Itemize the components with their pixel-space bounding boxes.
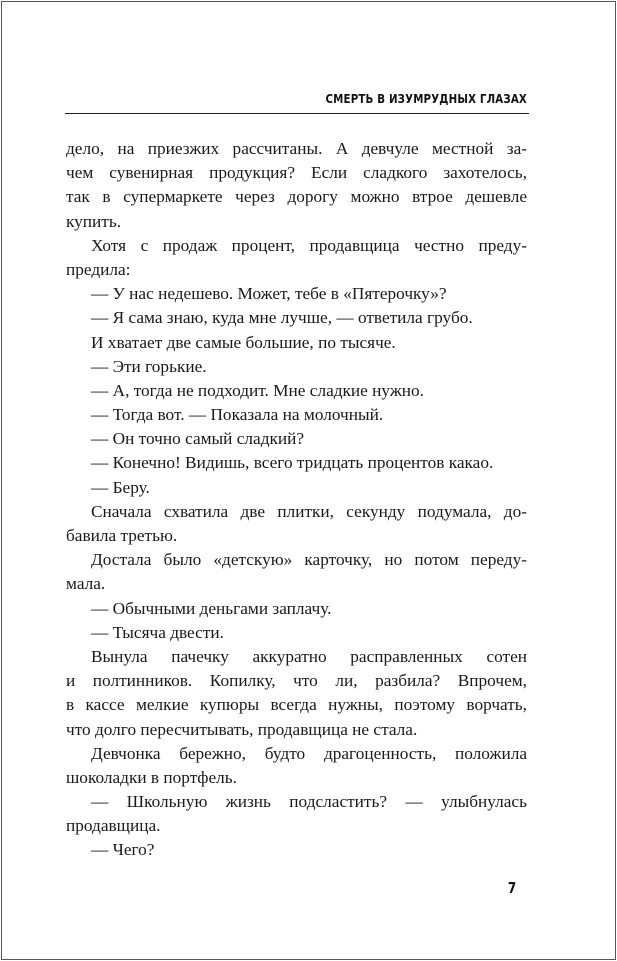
text-line: — А, тогда не подходит. Мне сладкие нужно. (91, 380, 424, 400)
header-rule (65, 113, 529, 114)
text-line: так в супермаркете через дорогу можно втрое дешевле (66, 187, 527, 207)
text-line: и полтинников. Копилку, что ли, разбила? Впрочем, (66, 671, 527, 691)
text-line: в кассе мелкие купюры всегда нужны, поэтому ворчать, (66, 695, 527, 715)
text-line: Хотя с продаж процент, продавщица честно преду- (91, 235, 527, 255)
text-line: Вынула пачечку аккуратно расправленных сотен (91, 646, 527, 666)
text-line: дело, на приезжих рассчитаны. А девчуле местной за- (66, 139, 527, 158)
text-line: чем сувенирная продукция? Если сладкого захотелось, (66, 163, 527, 183)
text-line: мала. (66, 574, 106, 594)
text-line: что долго пересчитывать, продавщица не стала. (66, 719, 418, 739)
page-number: 7 (507, 879, 517, 897)
text-line: И хватает две самые большие, по тысяче. (91, 332, 396, 352)
text-line: — Конечно! Видишь, всего тридцать процентов какао. (91, 453, 494, 473)
text-line: — Я сама знаю, куда мне лучше, — ответила грубо. (91, 308, 473, 328)
text-line: купить. (66, 211, 122, 231)
text-line: — Эти горькие. (91, 356, 207, 376)
text-line: — Тогда вот. — Показала на молочный. (91, 405, 384, 425)
text-line: Девчонка бережно, будто драгоценность, положила (91, 743, 527, 763)
text-line: бавила третью. (66, 526, 178, 545)
body-text (66, 137, 527, 863)
text-line: предила: (66, 259, 131, 279)
text-line: Достала было «детскую» карточку, но потом переду- (91, 550, 527, 570)
running-head: СМЕРТЬ В ИЗУМРУДНЫХ ГЛАЗАХ (325, 91, 527, 106)
text-line: — Школьную жизнь подсластить? — улыбнулась (91, 792, 527, 812)
text-line: — Он точно самый сладкий? (91, 429, 305, 449)
text-line: — Чего? (91, 840, 155, 860)
text-line: продавщица. (66, 816, 161, 836)
text-line: шоколадки в портфель. (66, 767, 237, 787)
text-line: — Обычными деньгами заплачу. (91, 598, 332, 618)
text-line: — У нас недешево. Может, тебе в «Пятерочку»? (91, 284, 447, 304)
text-line: — Беру. (91, 477, 150, 497)
text-line: — Тысяча двести. (91, 622, 224, 642)
text-line: Сначала схватила две плитки, секунду подумала, до- (91, 501, 527, 521)
